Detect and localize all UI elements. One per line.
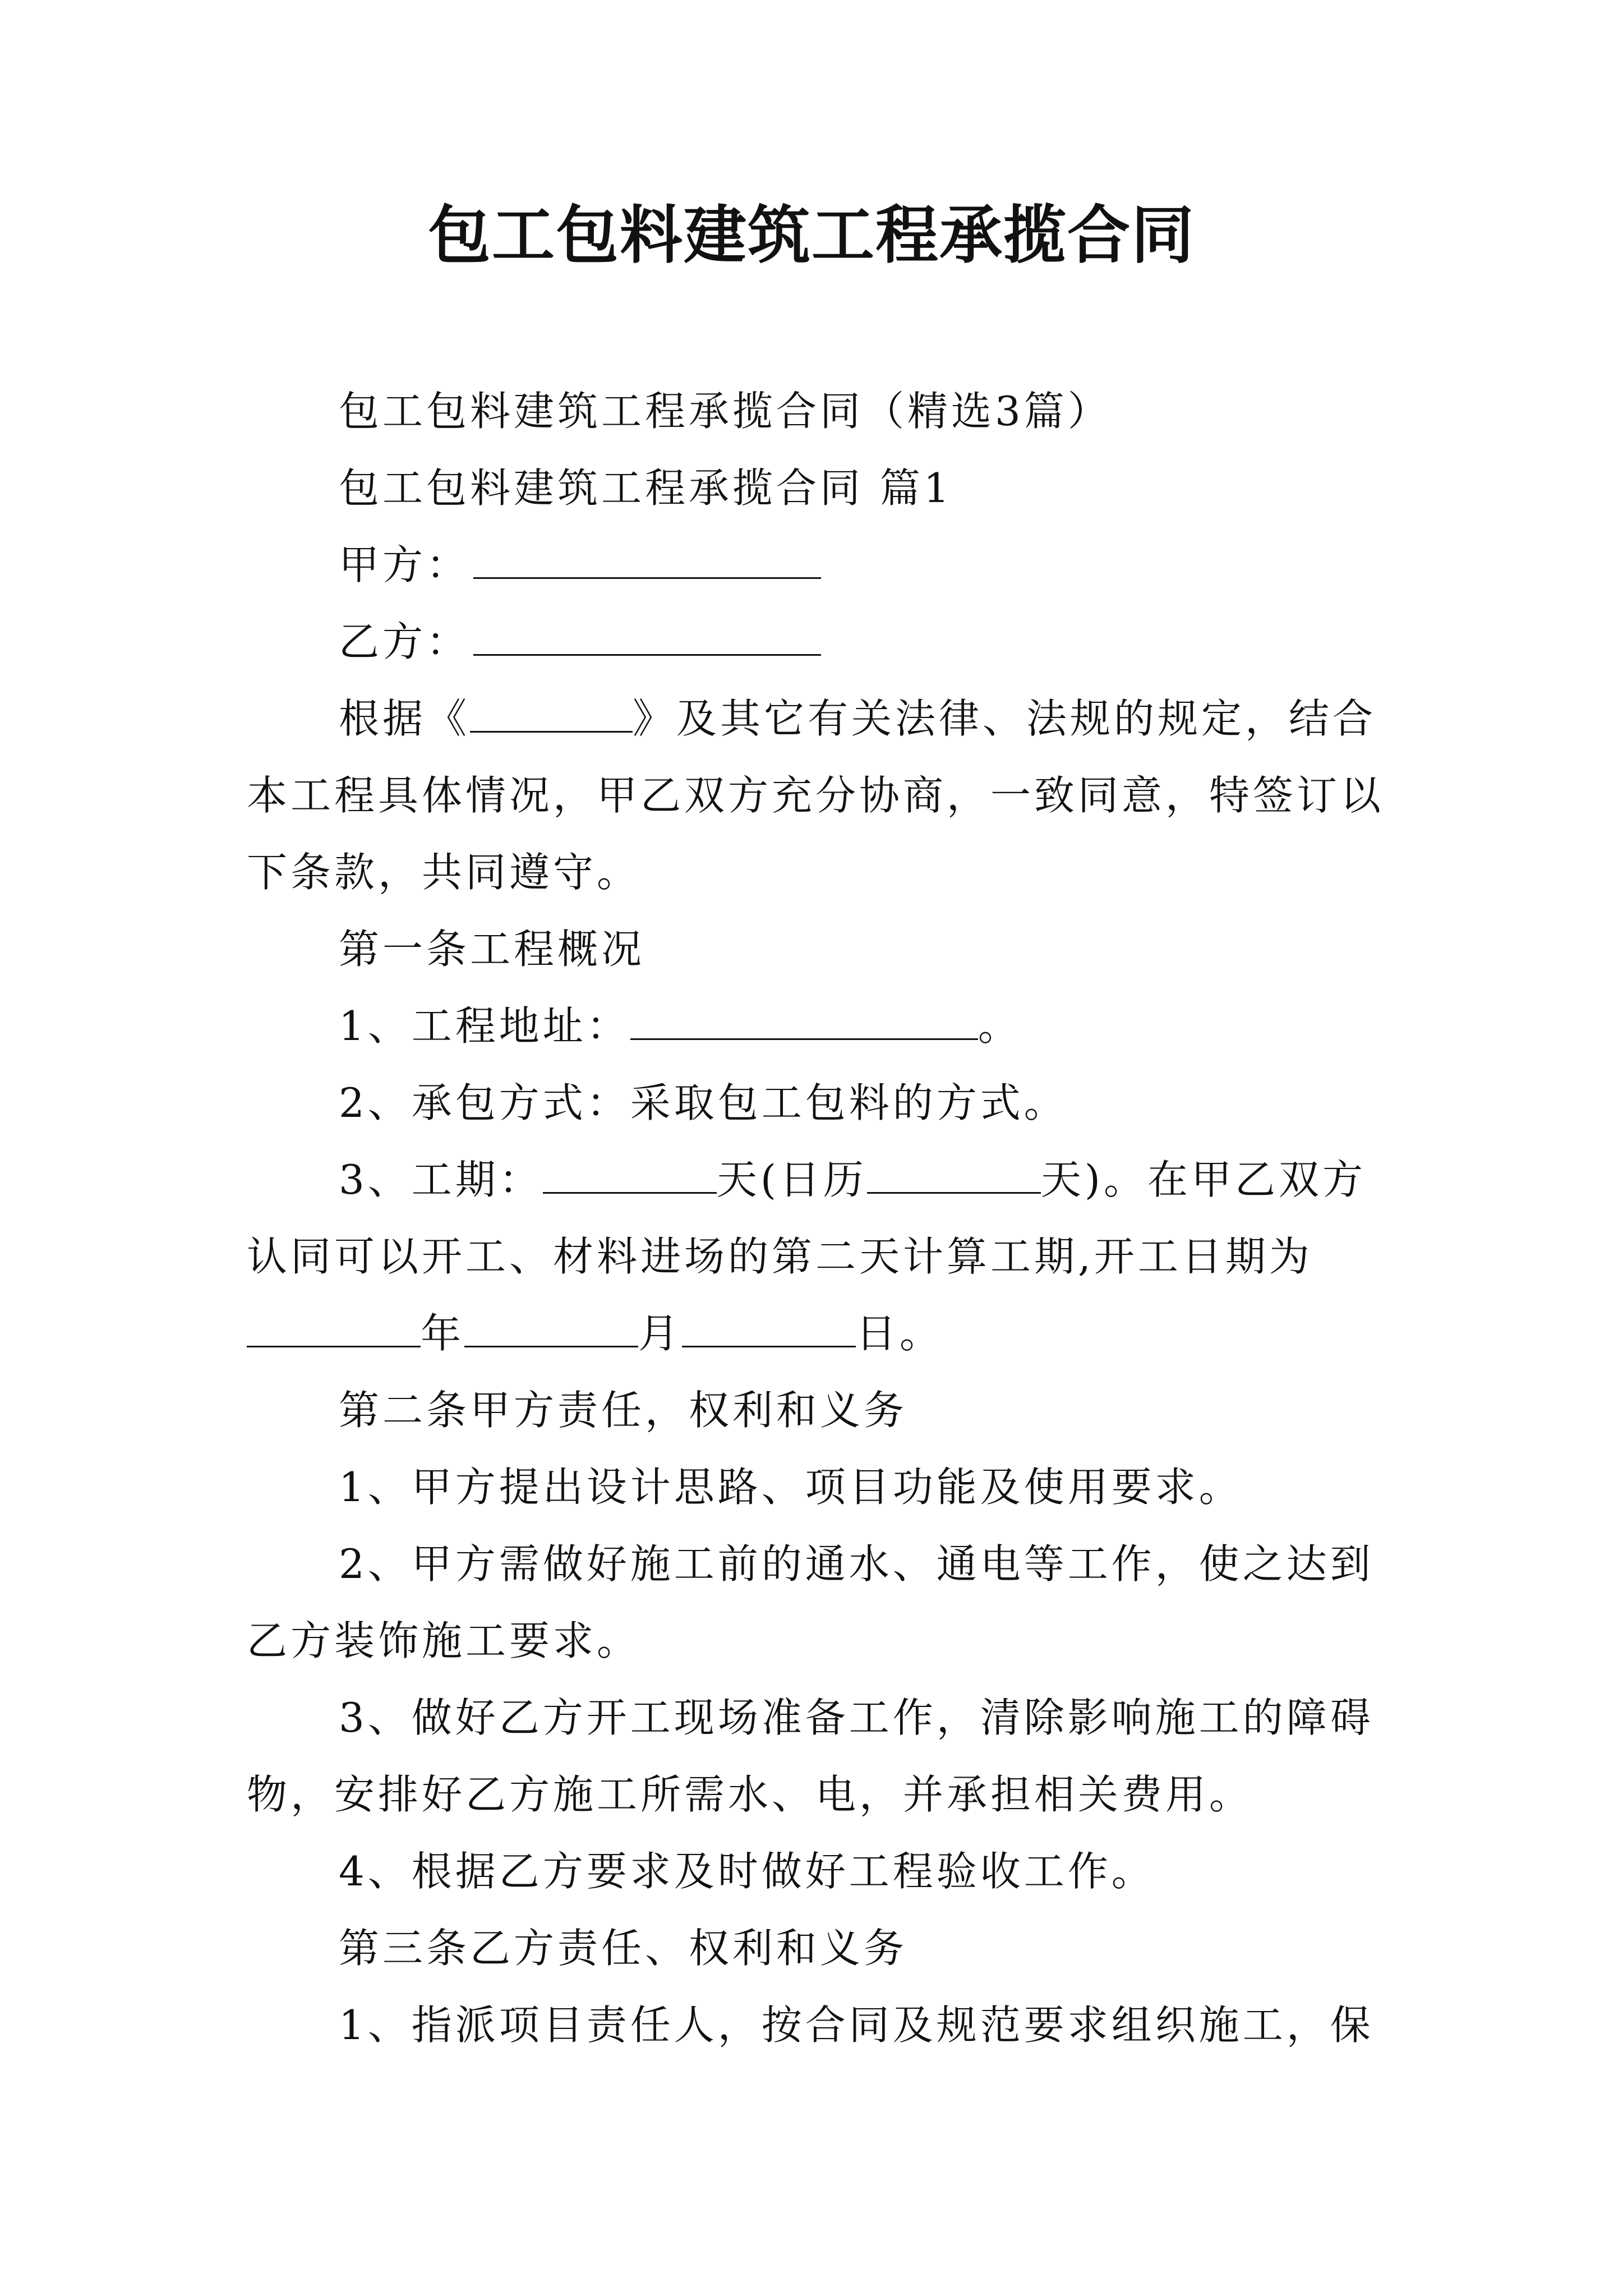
intro-after: 》及其它有关法律、法规的规定，结合本工程具体情况，甲乙双方充分协商，一致同意，特签订以下条款，共同遵守。 xyxy=(247,695,1385,896)
article-3-heading: 第三条乙方责任、权利和义务 xyxy=(339,1925,908,1972)
item-1-3-c: 天)。在甲乙双方认同可以开工、材料进场的第二天计算工期,开工日期为 xyxy=(247,1156,1366,1280)
item-1-1 xyxy=(247,988,1391,1065)
item-2-3: 3、做好乙方开工现场准备工作，清除影响施工的障碍物，安排好乙方施工所需水、电，并承担相关费用。 xyxy=(247,1694,1374,1818)
day-label: 日。 xyxy=(856,1310,944,1357)
item-2-4: 4、根据乙方要求及时做好工程验收工作。 xyxy=(339,1848,1155,1895)
item-1-1-label: 1、工程地址： xyxy=(339,1002,630,1050)
work-days-blank xyxy=(543,1157,717,1194)
article-2-heading: 第二条甲方责任，权利和义务 xyxy=(339,1387,908,1434)
month-blank xyxy=(464,1311,638,1347)
item-2-2: 2、甲方需做好施工前的通水、通电等工作，使之达到乙方装饰施工要求。 xyxy=(247,1540,1374,1664)
item-1-3 xyxy=(247,1142,1391,1372)
month-label: 月 xyxy=(638,1310,683,1357)
document-body xyxy=(247,373,1391,2064)
item-1-2: 2、承包方式：采取包工包料的方式。 xyxy=(339,1079,1068,1126)
item-2-1: 1、甲方提出设计思路、项目功能及使用要求。 xyxy=(339,1464,1243,1511)
item-3-1: 1、指派项目责任人，按合同及规范要求组织施工，保 xyxy=(339,2001,1374,2049)
item-1-3-a: 3、工期： xyxy=(339,1156,543,1203)
day-blank xyxy=(682,1311,856,1347)
party-b-label: 乙方： xyxy=(339,618,471,665)
calendar-days-blank xyxy=(867,1157,1041,1194)
address-blank xyxy=(630,1004,978,1040)
intro-paragraph xyxy=(247,680,1391,911)
item-1-1-end: 。 xyxy=(978,1002,1022,1050)
law-name-blank xyxy=(470,696,633,733)
intro-before: 根据《 xyxy=(339,695,471,742)
party-b-blank xyxy=(473,619,821,656)
party-a-label: 甲方： xyxy=(339,541,471,588)
year-label: 年 xyxy=(421,1310,465,1357)
year-blank xyxy=(247,1311,421,1347)
item-1-3-b: 天(日历 xyxy=(716,1156,867,1203)
party-b-line xyxy=(247,604,1391,680)
article-1-heading: 第一条工程概况 xyxy=(339,926,645,973)
subtitle: 包工包料建筑工程承揽合同（精选3篇） xyxy=(339,388,1112,435)
party-a-blank xyxy=(473,542,821,579)
party-a-line xyxy=(247,527,1391,604)
document-title: 包工包料建筑工程承揽合同 xyxy=(428,199,1195,272)
section-heading: 包工包料建筑工程承揽合同 篇1 xyxy=(339,464,953,512)
